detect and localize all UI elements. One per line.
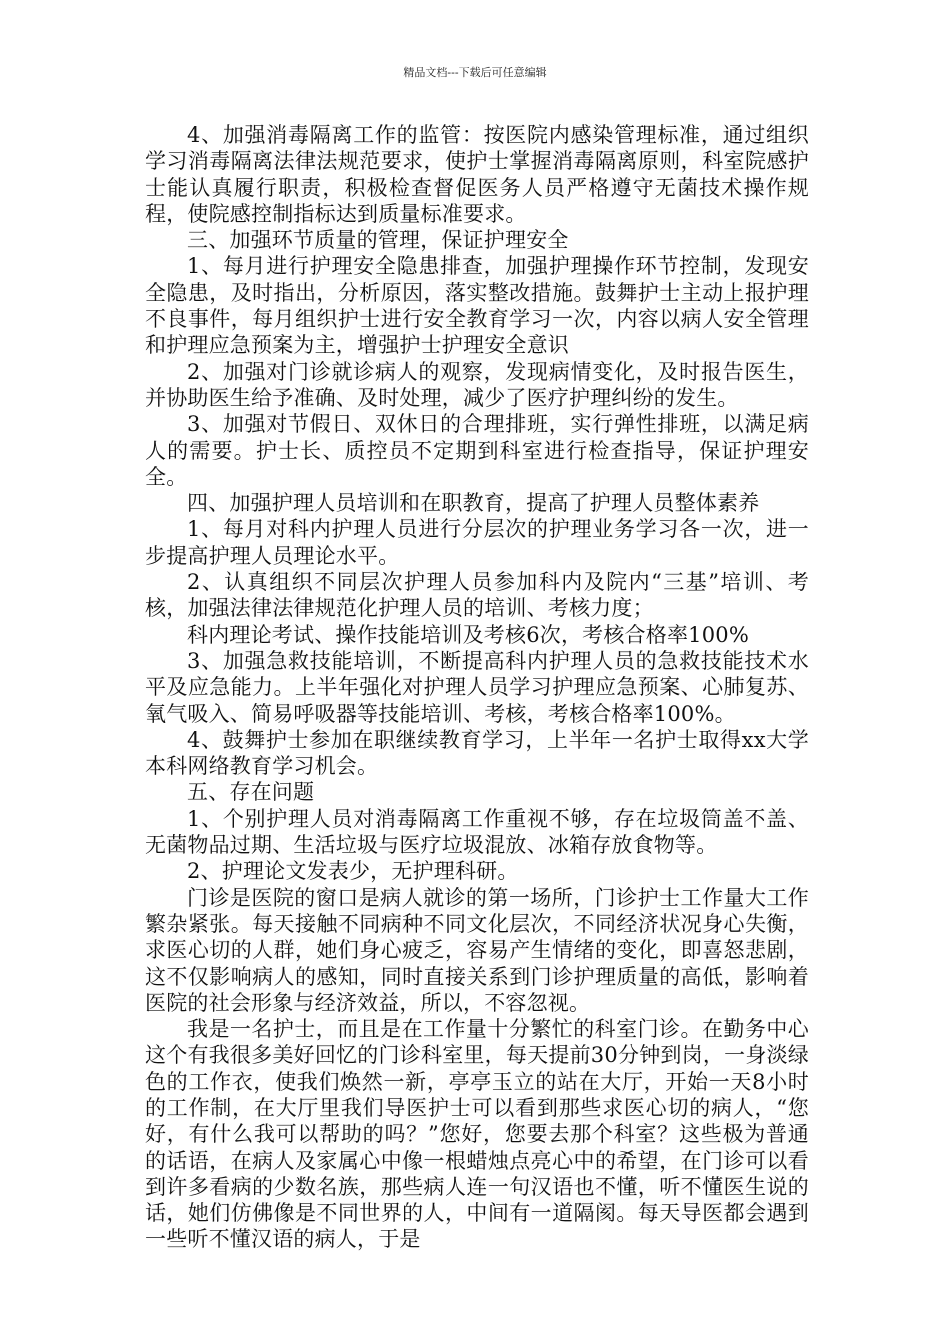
paragraph-patient-observation: 2、加强对门诊就诊病人的观察，发现病情变化，及时报告医生，并协助医生给予准确、及时处理，减少了医疗护理纠纷的发生。 (145, 359, 809, 410)
paragraph-problem-2: 2、护理论文发表少，无护理科研。 (187, 859, 519, 884)
page-header: 精品文档---下载后可任意编辑 (403, 66, 547, 79)
paragraph-problem-1: 1、个别护理人员对消毒隔离工作重视不够，存在垃圾筒盖不盖、无菌物品过期、生活垃圾与医疗垃圾混放、冰箱存放食物等。 (145, 806, 809, 858)
paragraph-nurse-story: 我是一名护士，而且是在工作量十分繁忙的科室门诊。在勤务中心这个有我很多美好回忆的门诊科室里，每天提前30分钟到岗，一身淡绿色的工作衣，使我们焕然一新，亭亭玉立的站在大厅，开始一天8小时的工作制，在大厅里我们导医护士可以看到那些求医心切的病人，“您好，有什么我可以帮助的吗？”您好，您要去那个科室？这些极为普通的话语，在病人及家属心中像一根蜡烛点亮心中的希望，在门诊可以看到许多看病的少数名族，那些病人连一句汉语也不懂，听不懂医生说的话，她们仿佛像是不同世界的人，中间有一道隔阂。每天导医都会遇到一些听不懂汉语的病人，于是 (145, 1017, 809, 1252)
paragraph-disinfection-supervision: 4、加强消毒隔离工作的监管：按医院内感染管理标准，通过组织学习消毒隔离法律法规范要求，使护士掌握消毒隔离原则，科室院感护士能认真履行职责，积极检查督促医务人员严格遵守无菌技术操作规程，使院感控制指标达到质量标准要求。 (145, 123, 809, 226)
section-heading-4: 四、加强护理人员培训和在职教育，提高了护理人员整体素养 (187, 491, 760, 516)
document-body (145, 122, 809, 1253)
section-heading-5: 五、存在问题 (187, 780, 315, 805)
paragraph-sanji-training: 2、认真组织不同层次护理人员参加科内及院内“三基”培训、考核，加强法律法律规范化护理人员的培训、考核力度； (145, 570, 809, 621)
paragraph-monthly-training: 1、每月对科内护理人员进行分层次的护理业务学习各一次，进一步提高护理人员理论水平。 (145, 517, 809, 568)
paragraph-exam-results: 科内理论考试、操作技能培训及考核6次，考核合格率100% (187, 622, 749, 647)
paragraph-holiday-scheduling: 3、加强对节假日、双休日的合理排班，实行弹性排班，以满足病人的需要。护士长、质控员不定期到科室进行检查指导，保证护理安全。 (145, 412, 809, 489)
section-heading-3: 三、加强环节质量的管理，保证护理安全 (187, 228, 569, 253)
paragraph-outpatient-intro: 门诊是医院的窗口是病人就诊的第一场所，门诊护士工作量大工作繁杂紧张。每天接触不同病种不同文化层次，不同经济状况身心失衡，求医心切的人群，她们身心疲乏，容易产生情绪的变化，即喜怒悲剧，这不仅影响病人的感知，同时直接关系到门诊护理质量的高低，影响着医院的社会形象与经济效益，所以，不容忽视。 (145, 885, 809, 1015)
paragraph-continuing-education: 4、鼓舞护士参加在职继续教育学习，上半年一名护士取得xx大学本科网络教育学习机会。 (145, 727, 809, 779)
paragraph-safety-inspection: 1、每月进行护理安全隐患排查，加强护理操作环节控制，发现安全隐患，及时指出，分析原因，落实整改措施。鼓舞护士主动上报护理不良事件，每月组织护士进行安全教育学习一次，内容以病人安全管理和护理应急预案为主，增强护士护理安全意识 (145, 254, 809, 358)
paragraph-emergency-training: 3、加强急救技能培训，不断提高科内护理人员的急救技能技术水平及应急能力。上半年强化对护理人员学习护理应急预案、心肺复苏、氧气吸入、简易呼吸器等技能培训、考核，考核合格率100%。 (145, 648, 809, 726)
